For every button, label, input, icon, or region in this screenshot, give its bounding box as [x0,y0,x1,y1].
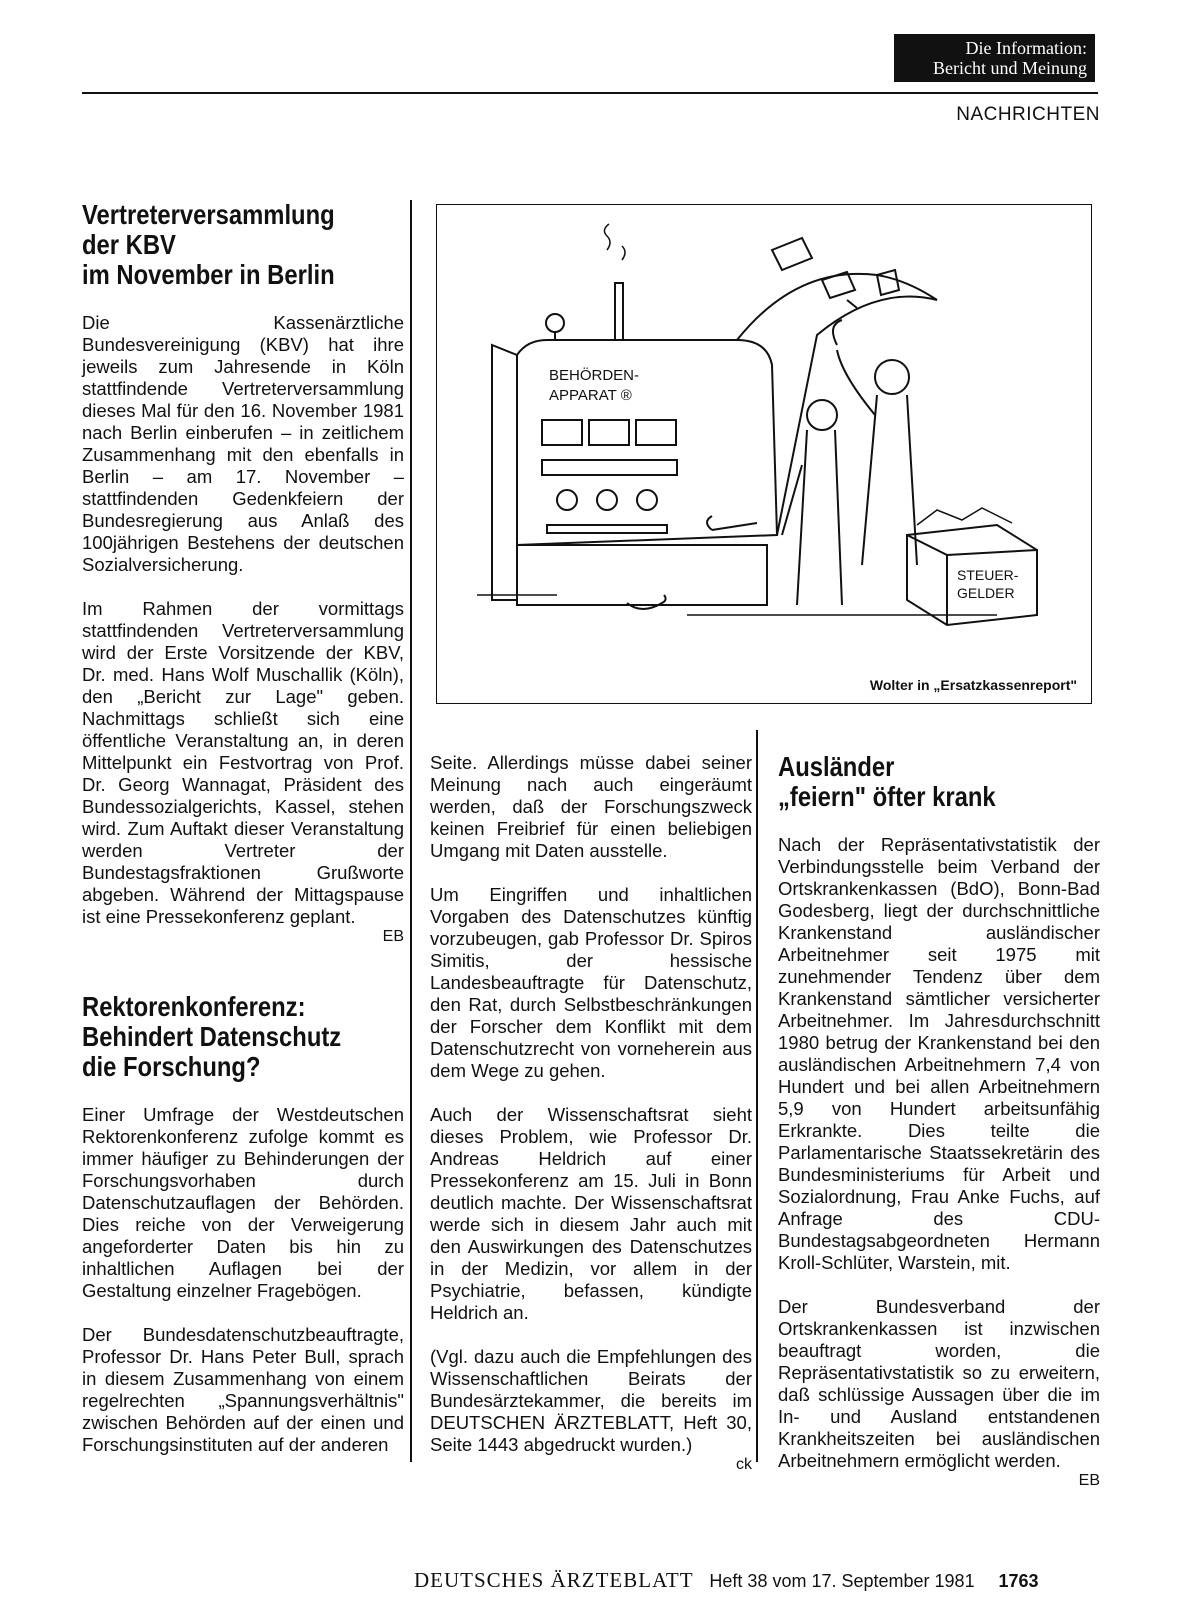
paragraph: Seite. Allerdings müsse dabei seiner Meinung nach auch eingeräumt werden, daß der Forschungszweck keinen Freibrief für einen beliebigen Umgang mit Daten ausstelle. [430,752,752,861]
title-line: im November in Berlin [82,259,335,290]
title-line: Vertreterversammlung [82,199,335,230]
box-label-1: STEUER- [957,567,1019,583]
cartoon-figure [436,204,1092,704]
section-badge [894,34,1095,82]
paragraph: Nach der Repräsentativstatistik der Verbindungsstelle beim Verband der Ortskrankenkassen (BdO), Bonn-Bad Godesberg, liegt der durchschnittliche Krankenstand ausländischer Arbeitnehmer seit 1975 mit zunehmender Tendenz über dem Krankenstand sämtlicher versicherter Arbeitnehmer. Im Jahresdurchschnitt 1980 betrug der Krankenstand bei den ausländischen Arbeitnehmern 7,4 von Hundert und bei allen Arbeitnehmern 5,9 von Hundert arbeitsunfähig Erkrankte. Dies teilte die Parlamentarische Staatssekretärin des Bundesministeriums für Arbeit und Sozialordnung, Frau Anke Fuchs, auf Anfrage des CDU-Bundestagsabgeordneten Hermann Kroll-Schlüter, Warstein, mit. [778,834,1100,1273]
column-divider [756,730,758,1462]
box-label-2: GELDER [957,585,1015,601]
page-number: 1763 [998,1571,1039,1591]
title-line: Rektorenkonferenz: [82,991,306,1022]
column-2 [430,752,752,1474]
cartoon-caption: Wolter in „Ersatzkassenreport" [869,677,1077,693]
machine-label-2: APPARAT ® [549,387,632,404]
cartoon-drawing [437,205,1090,702]
column-1 [82,200,404,1478]
badge-line-2: Bericht und Meinung [933,58,1087,78]
signature: EB [1078,1472,1100,1489]
title-line: die Forschung? [82,1051,261,1082]
badge-line-1: Die Information: [965,38,1087,58]
title-line: „feiern" öfter krank [778,781,996,812]
journal-name: DEUTSCHES ÄRZTEBLATT [414,1568,694,1592]
paragraph: Um Eingriffen und inhaltlichen Vorgaben des Datenschutzes künftig vorzubeugen, gab Professor Dr. Spiros Simitis, der hessische Landesbeauftragte für Datenschutz, den Rat, durch Selbstbeschränkungen der Forscher dem Konflikt mit dem Datenschutzrecht von vorneherein aus dem Wege zu gehen. [430,884,752,1081]
header-rule [82,92,1098,94]
paragraph: Auch der Wissenschaftsrat sieht dieses Problem, wie Professor Dr. Andreas Heldrich auf einer Pressekonferenz am 15. Juli in Bonn deutlich machte. Der Wissenschaftsrat werde sich in diesem Jahr auch mit den Auswirkungen des Datenschutzes in der Medizin, vor allem in der Psychiatrie, befassen, kündigte Heldrich an. [430,1104,752,1323]
column-divider [410,200,412,1462]
column-3 [778,752,1100,1490]
paragraph: Der Bundesdatenschutzbeauftragte, Professor Dr. Hans Peter Bull, sprach in diesem Zusammenhang von einem regelrechten „Spannungsverhältnis" zwischen Behörden auf der einen und Forschungsinstituten auf der anderen [82,1324,404,1455]
article1-title [82,200,405,290]
title-line: Ausländer [778,751,895,782]
title-line: der KBV [82,229,176,260]
section-label: NACHRICHTEN [956,104,1100,125]
paragraph: Die Kassenärztliche Bundesvereinigung (KBV) hat ihre jeweils zum Jahresende in Köln stattfindende Vertreterversammlung dieses Mal für den 16. November 1981 nach Berlin einberufen – in zeitlichem Zusammenhang mit den ebenfalls in Berlin – am 17. November – stattfindenden Gedenkfeiern der Bundesregierung aus Anlaß des 100jährigen Bestehens der deutschen Sozialversicherung. [82,312,404,575]
page-footer [414,1568,1038,1593]
paragraph: Im Rahmen der vormittags stattfindenden Vertreterversammlung wird der Erste Vorsitzende der KBV, Dr. med. Hans Wolf Muschallik (Köln), den „Bericht zur Lage" geben. Nachmittags schließt sich eine öffentliche Veranstaltung an, in deren Mittelpunkt ein Festvortrag von Prof. Dr. Georg Wannagat, Präsident des Bundessozialgerichts, Kassel, stehen wird. Zum Auftakt dieser Veranstaltung werden Vertreter der Bundestagsfraktionen Grußworte abgeben. Während der Mittagspause ist eine Pressekonferenz geplant. [82,598,404,927]
issue-info: Heft 38 vom 17. September 1981 [709,1571,975,1591]
article3-title [778,752,1101,812]
signature: ck [736,1456,752,1473]
paragraph: Der Bundesverband der Ortskrankenkassen ist inzwischen beauftragt worden, die Repräsentativstatistik so zu erweitern, daß schlüssige Aussagen über die im In- und Ausland entstandenen Krankheitszeiten bei ausländischen Arbeitnehmern ermöglicht werden. [778,1296,1100,1471]
machine-label-1: BEHÖRDEN- [549,367,640,384]
article2-title [82,992,405,1082]
paragraph: (Vgl. dazu auch die Empfehlungen des Wissenschaftlichen Beirats der Bundesärztekammer, die bereits im DEUTSCHEN ÄRZTEBLATT, Heft 30, Seite 1443 abgedruckt wurden.) [430,1346,752,1455]
paragraph: Einer Umfrage der Westdeutschen Rektorenkonferenz zufolge kommt es immer häufiger zu Behinderungen der Forschungsvorhaben durch Datenschutzauflagen der Behörden. Dies reiche von der Verweigerung angeforderter Daten bis hin zu inhaltlichen Auflagen bei der Gestaltung einzelner Fragebögen. [82,1104,404,1301]
title-line: Behindert Datenschutz [82,1021,342,1052]
signature: EB [382,928,404,945]
